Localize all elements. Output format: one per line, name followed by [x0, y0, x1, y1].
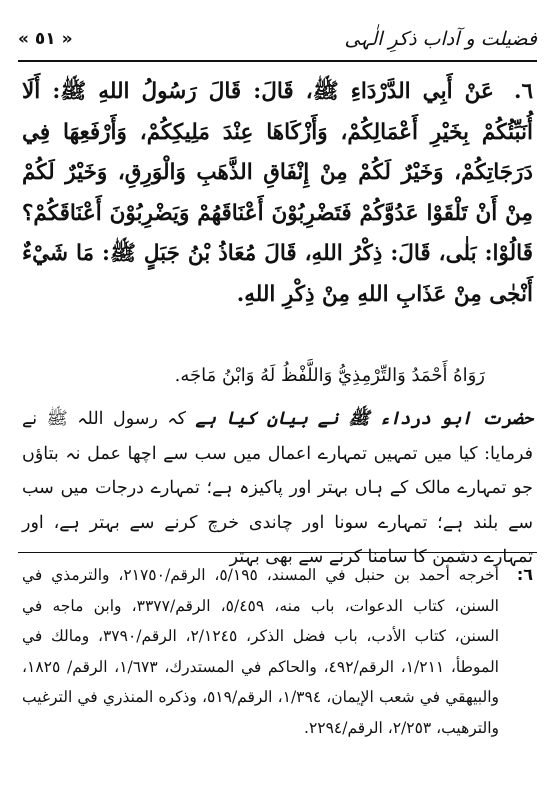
footnote — [22, 560, 533, 743]
footnote-text: أخرجه أحمد بن حنبل في المسند، ٥/١٩٥، الرقم/٢١٧٥٠، والترمذي في السنن، كتاب الدعوات، باب منه، ٥/٤٥٩، الرقم/٣٣٧٧، وابن ماجه في السنن، كتاب الأدب، باب فضل الذكر، ٢/١٢٤٥، الرقم/٣٧٩٠، ومالك في الموطأ، ١/٢١١، الرقم/٤٩٢، والحاكم في المستدرك، ١/٦٧٣، الرقم/ ١٨٢٥، والبيهقي في شعب الإيمان، ١/٣٩٤، الرقم/٥١٩، وذكره المنذري في الترغيب والترهيب، ٢/٢٥٣، الرقم/٢٢٩٤. — [22, 566, 499, 737]
page-number: « ٥١ » — [18, 29, 73, 49]
page-header — [18, 22, 537, 56]
hadith-narrator: عَنْ أَبِي الدَّرْدَاءِ ﷺ، قَالَ: — [253, 79, 494, 104]
hadith-number: ٦. — [513, 79, 533, 104]
hadith-text: قَالَ رَسُولُ اللهِ ﷺ: أَلَا أُنَبِّئُكُمْ بِخَيْرِ أَعْمَالِكُمْ، وَأَزْكَاهَا عِنْدَ مَلِيكِكُمْ، وَأَرْفَعِهَا فِي دَرَجَاتِكُمْ، وَخَيْرٌ لَكُمْ مِنْ إِنْفَاقِ الذَّهَبِ وَالْوَرِقِ، وَخَيْرٌ لَكُمْ مِنْ أَنْ تَلْقَوْا عَدُوَّكُمْ فَتَضْرِبُوْنَ أَعْنَاقَهُمْ وَيَضْرِبُوْنَ أَعْنَاقَكُمْ؟ قَالُوْا: بَلٰى، قَالَ: ذِكْرُ اللهِ، قَالَ مُعَاذُ بْنُ جَبَلٍ ﷺ: مَا شَيْءٌ أَنْجٰى مِنْ عَذَابِ اللهِ مِنْ ذِكْرِ اللهِ. — [22, 79, 533, 307]
running-title: فضیلت و آداب ذکرِ الٰہی — [344, 28, 537, 50]
urdu-translation — [22, 402, 533, 575]
hadith-arabic — [22, 72, 533, 315]
footnote-rule — [18, 552, 537, 553]
hadith-source: رَوَاهُ أَحْمَدُ وَالتِّرْمِذِيُّ وَاللَّفْظُ لَهُ وَابْنُ مَاجَه. — [174, 365, 485, 386]
translation-text: کہ رسول اللہ ﷺ نے فرمایا: کیا میں تمہیں تمہارے اعمال میں سب سے اچھا عمل نہ بتاؤں جو تمہارے مالک کے ہاں بہتر اور پاکیزہ ہے؛ تمہارے درجات میں سب سے بلند ہے؛ تمہارے سونا اور چاندی خرچ کرنے سے بہتر ہے، اور تمہارے دشمن کا سامنا کرنے سے بھی بہتر — [22, 409, 533, 567]
footnote-marker: ٦: — [516, 565, 533, 584]
translation-lead: حضرت ابو درداء ﷺ نے بیان کیا ہے — [195, 409, 533, 429]
header-rule — [18, 60, 537, 62]
